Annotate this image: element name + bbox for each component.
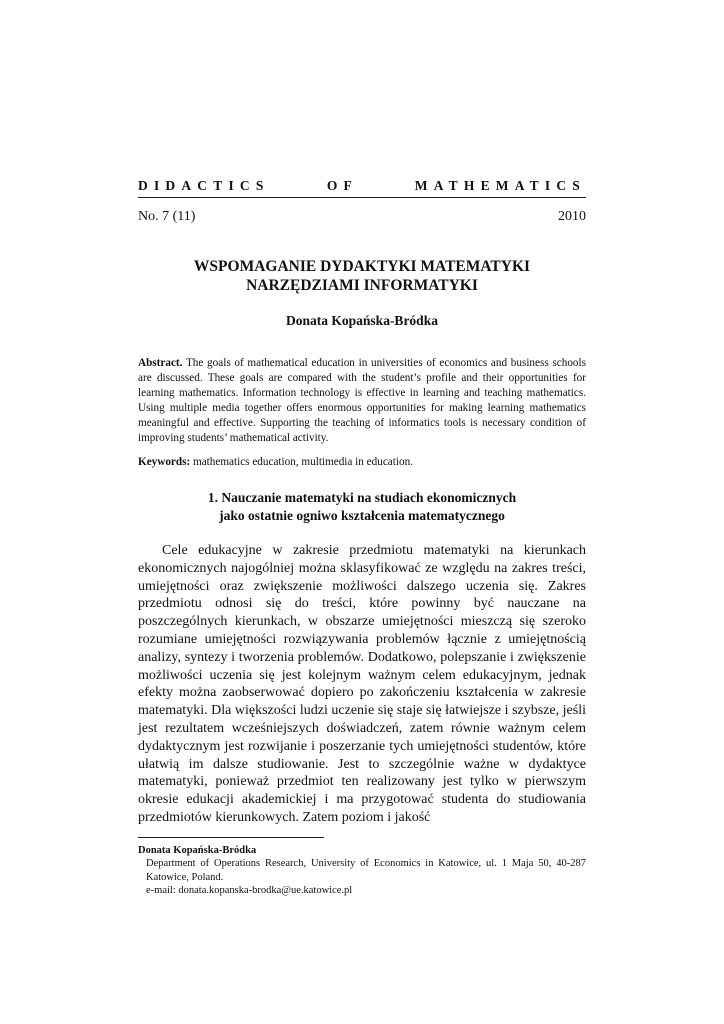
journal-name: DIDACTICS OF MATHEMATICS — [138, 178, 586, 193]
issue-year: 2010 — [558, 209, 586, 224]
keywords-label: Keywords: — [138, 456, 191, 468]
footnote-rule — [138, 837, 324, 838]
abstract-text: The goals of mathematical education in universities of economics and business schools are discussed. These goals are compared with the student’s profile and their opportunities for learning mathematics. Information technology is effective in learning and teaching mathematics. Using multiple media together offers enormous opportunities for making learning mathematics meaningful and effective. Supporting the teaching of informatics tools is necessary condition of improving students’ mathematical activity. — [138, 357, 586, 444]
section-heading-line-1: 1. Nauczanie matematyki na studiach ekonomicznych — [207, 490, 517, 505]
paper-page — [138, 178, 586, 898]
title-line-2: NARZĘDZIAMI INFORMATYKI — [246, 277, 478, 294]
section-heading-line-2: jako ostatnie ogniwo kształcenia matematycznego — [219, 508, 505, 523]
abstract-label: Abstract. — [138, 357, 183, 369]
footnote-author: Donata Kopańska-Bródka — [138, 844, 257, 856]
issue-row — [138, 209, 586, 225]
body-paragraph: Cele edukacyjne w zakresie przedmiotu matematyki na kierunkach ekonomicznych najogólniej można sklasyfikować ze względu na zakres treści, umiejętności oraz zwiększenie możliwości dalszego uczenia się. Zakres przedmiotu odnosi się do treści, które powinny być nauczane na poszczególnych kierunkach, w obszarze umiejętności mieszczą się szeroko rozumiane umiejętności rozwiązywania problemów łącznie z umiejętnością analizy, syntezy i tworzenia problemów. Dodatkowo, polepszanie i zwiększenie możliwości uczenia się jest kolejnym ważnym celem edukacyjnym, jednak efekty można zaobserwować dopiero po zakończeniu kształcenia w zakresie matematyki. Dla większości ludzi uczenie się staje się łatwiejsze i szybsze, jeśli jest rezultatem wcześniejszych doświadczeń, zatem równie ważnym celem dydaktycznym jest rozwijanie i poszerzanie tych umiejętności studentów, które ułatwią im dalsze studiowanie. Jest to szczególnie ważne w dydaktyce matematyki, ponieważ przedmiot ten realizowany jest tylko w pierwszym okresie edukacji akademickiej i ma przygotować studenta do studiowania przedmiotów kierunkowych. Zatem poziom i jakość — [138, 543, 586, 825]
article-title — [138, 257, 586, 295]
keywords-text: mathematics education, multimedia in education. — [193, 456, 413, 468]
title-line-1: WSPOMAGANIE DYDAKTYKI MATEMATYKI — [193, 258, 531, 275]
footnote-affiliation: Department of Operations Research, University of Economics in Katowice, ul. 1 Maja 50, 40-287 Katowice, Poland. — [146, 858, 586, 883]
abstract — [138, 356, 586, 446]
header-rule — [138, 197, 586, 198]
section-heading — [138, 489, 586, 525]
issue-number: No. 7 (11) — [138, 209, 196, 224]
keywords — [138, 456, 586, 468]
author-name: Donata Kopańska-Bródka — [286, 313, 438, 328]
footnote-email: e-mail: donata.kopanska-brodka@ue.katowice.pl — [146, 885, 353, 897]
footnote — [138, 844, 586, 898]
